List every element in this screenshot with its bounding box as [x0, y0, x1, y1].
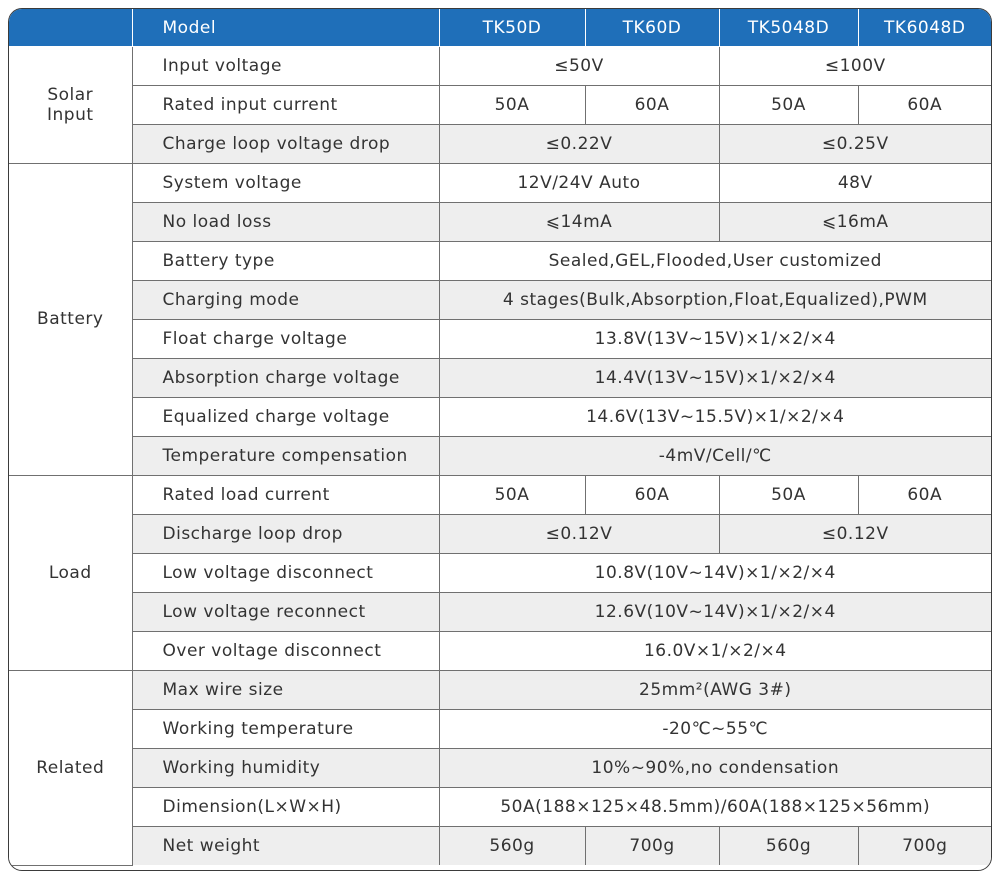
table-cell: ≤0.12V	[719, 515, 991, 554]
group-load-label: Load	[48, 562, 92, 583]
row-label: Working temperature	[132, 710, 439, 749]
table-cell: 50A	[719, 86, 858, 125]
row-net-weight	[9, 827, 991, 866]
group-battery	[9, 164, 132, 476]
table-cell: 10%~90%,no condensation	[439, 749, 991, 788]
group-solar-input-label: Solar Input	[46, 84, 94, 125]
row-label: Rated load current	[132, 476, 439, 515]
row-system-voltage	[9, 164, 991, 203]
table-cell: 12.6V(10V~14V)×1/×2/×4	[439, 593, 991, 632]
table-cell: -20℃~55℃	[439, 710, 991, 749]
row-label: Charge loop voltage drop	[132, 125, 439, 164]
table-cell: ≤100V	[719, 47, 991, 86]
row-label: Max wire size	[132, 671, 439, 710]
row-charging-mode	[9, 281, 991, 320]
group-related-label: Related	[36, 757, 105, 778]
header-row	[9, 9, 991, 47]
row-label: Dimension(L×W×H)	[132, 788, 439, 827]
row-over-voltage-disconnect	[9, 632, 991, 671]
row-rated-input-current	[9, 86, 991, 125]
row-equalized-charge-voltage	[9, 398, 991, 437]
table-cell: ≤0.22V	[439, 125, 719, 164]
row-no-load-loss	[9, 203, 991, 242]
table-cell: ≤50V	[439, 47, 719, 86]
row-working-humidity	[9, 749, 991, 788]
row-low-voltage-disconnect	[9, 554, 991, 593]
table-cell: ≤0.12V	[439, 515, 719, 554]
header-model-tk5048d: TK5048D	[719, 9, 858, 47]
row-label: Temperature compensation	[132, 437, 439, 476]
header-model-label: Model	[132, 9, 439, 47]
table-cell: Sealed,GEL,Flooded,User customized	[439, 242, 991, 281]
row-label: Discharge loop drop	[132, 515, 439, 554]
row-label: Battery type	[132, 242, 439, 281]
row-label: Low voltage reconnect	[132, 593, 439, 632]
header-model-tk6048d: TK6048D	[858, 9, 991, 47]
row-rated-load-current	[9, 476, 991, 515]
row-max-wire-size	[9, 671, 991, 710]
table-cell: 60A	[858, 86, 991, 125]
table-cell: 700g	[585, 827, 719, 866]
table-cell: 48V	[719, 164, 991, 203]
row-battery-type	[9, 242, 991, 281]
row-low-voltage-reconnect	[9, 593, 991, 632]
row-dimension	[9, 788, 991, 827]
table-cell: 10.8V(10V~14V)×1/×2/×4	[439, 554, 991, 593]
header-corner	[9, 9, 132, 47]
row-label: Equalized charge voltage	[132, 398, 439, 437]
table-cell: 50A	[439, 86, 585, 125]
row-label: System voltage	[132, 164, 439, 203]
group-solar-input	[9, 47, 132, 164]
row-temperature-compensation	[9, 437, 991, 476]
row-label: Charging mode	[132, 281, 439, 320]
row-charge-loop-drop	[9, 125, 991, 164]
row-absorption-charge-voltage	[9, 359, 991, 398]
table-cell: 14.6V(13V~15.5V)×1/×2/×4	[439, 398, 991, 437]
group-battery-label: Battery	[37, 309, 104, 330]
row-label: Rated input current	[132, 86, 439, 125]
table-cell: 16.0V×1/×2/×4	[439, 632, 991, 671]
row-label: Absorption charge voltage	[132, 359, 439, 398]
table-cell: 50A(188×125×48.5mm)/60A(188×125×56mm)	[439, 788, 991, 827]
table-cell: 560g	[719, 827, 858, 866]
table-cell: 60A	[585, 86, 719, 125]
row-label: Working humidity	[132, 749, 439, 788]
row-input-voltage	[9, 47, 991, 86]
row-float-charge-voltage	[9, 320, 991, 359]
row-label: No load loss	[132, 203, 439, 242]
table-cell: ⩽16mA	[719, 203, 991, 242]
row-label: Input voltage	[132, 47, 439, 86]
table-cell: 60A	[858, 476, 991, 515]
table-cell: 14.4V(13V~15V)×1/×2/×4	[439, 359, 991, 398]
table-cell: 12V/24V Auto	[439, 164, 719, 203]
table-cell: 560g	[439, 827, 585, 866]
spec-table	[9, 9, 991, 866]
row-working-temperature	[9, 710, 991, 749]
table-cell: 50A	[439, 476, 585, 515]
group-load	[9, 476, 132, 671]
table-cell: 13.8V(13V~15V)×1/×2/×4	[439, 320, 991, 359]
table-cell: ⩽14mA	[439, 203, 719, 242]
row-discharge-loop-drop	[9, 515, 991, 554]
table-cell: 700g	[858, 827, 991, 866]
table-cell: 25mm²(AWG 3#)	[439, 671, 991, 710]
table-cell: ≤0.25V	[719, 125, 991, 164]
table-cell: 60A	[585, 476, 719, 515]
table-cell: 50A	[719, 476, 858, 515]
row-label: Low voltage disconnect	[132, 554, 439, 593]
spec-table-frame	[8, 8, 992, 871]
table-cell: -4mV/Cell/℃	[439, 437, 991, 476]
header-model-tk60d: TK60D	[585, 9, 719, 47]
row-label: Net weight	[132, 827, 439, 866]
row-label: Over voltage disconnect	[132, 632, 439, 671]
row-label: Float charge voltage	[132, 320, 439, 359]
group-related	[9, 671, 132, 866]
header-model-tk50d: TK50D	[439, 9, 585, 47]
table-cell: 4 stages(Bulk,Absorption,Float,Equalized),PWM	[439, 281, 991, 320]
